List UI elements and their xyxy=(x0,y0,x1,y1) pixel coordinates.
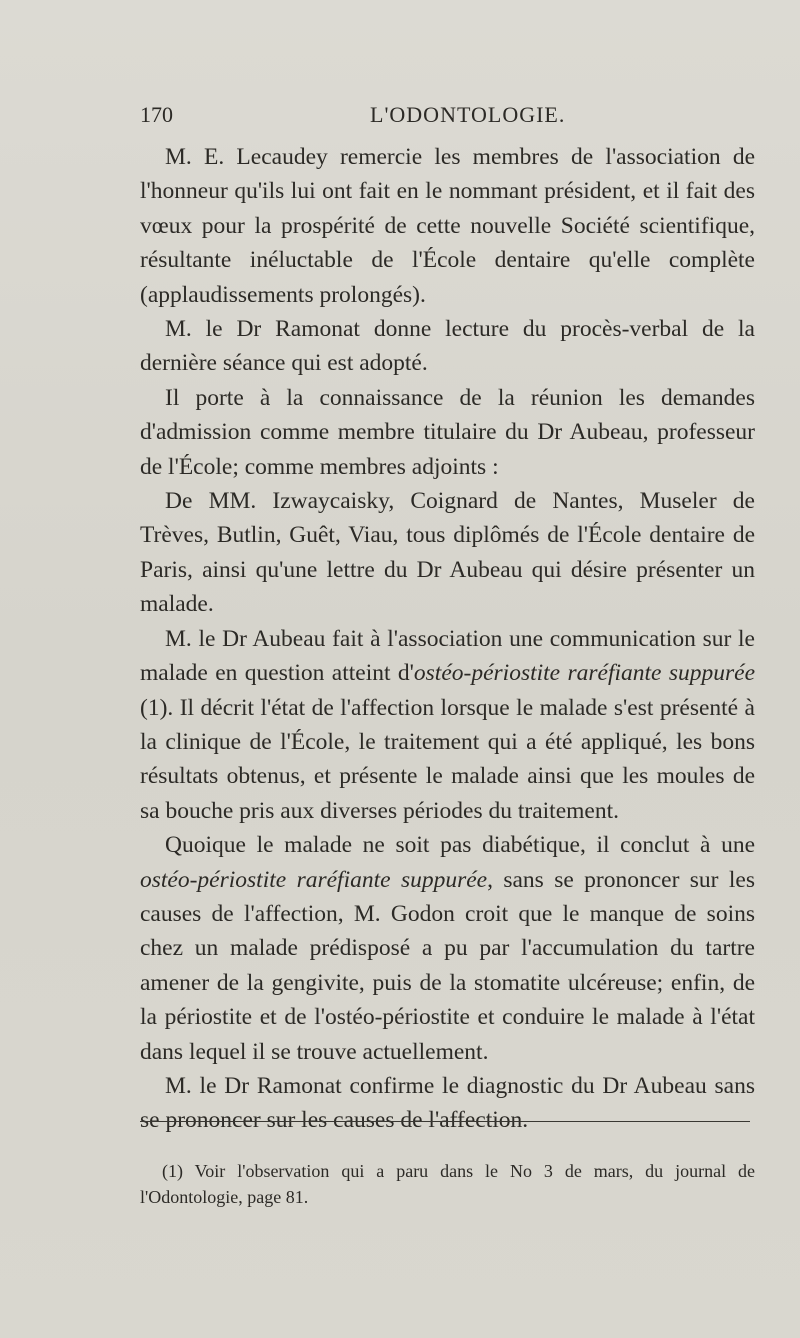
footnote-rule xyxy=(140,1121,750,1122)
paragraph: M. E. Lecaudey remercie les membres de l'association de l'honneur qu'ils lui ont fait en le nommant président, et il fait des vœux pour la prospérité de cette nouvelle Société scientifique, résultante inéluctable de l'École dentaire qu'elle complète (applaudissements prolongés). xyxy=(140,144,755,308)
italic-term: ostéo-périostite raréfiante suppurée xyxy=(140,866,488,893)
footnote: (1) Voir l'observation qui a paru dans le No 3 de mars, du journal de l'Odontologie, page 81. xyxy=(140,1161,755,1207)
paragraph xyxy=(140,828,755,1069)
body-text xyxy=(140,140,755,1138)
paragraph xyxy=(140,622,755,828)
running-title: L'ODONTOLOGIE. xyxy=(370,102,566,127)
paragraph-text: , sans se prononcer sur les causes de l'affection, M. Godon croit que le manque de soins chez un malade prédisposé a pu par l'accumulation du tartre amener de la gengivite, puis de la stomatite ulcéreuse; enfin, de la périostite et de l'ostéo-périostite et conduire le malade à l'état dans lequel il se trouve actuellement. xyxy=(140,866,755,1065)
paragraph: De MM. Izwaycaisky, Coignard de Nantes, Museler de Trèves, Butlin, Guêt, Viau, tous diplômés de l'École dentaire de Paris, ainsi qu'une lettre du Dr Aubeau qui désire présenter un malade. xyxy=(140,488,755,618)
paragraph: Il porte à la connaissance de la réunion les demandes d'admission comme membre titulaire du Dr Aubeau, professeur de l'École; comme membres adjoints : xyxy=(140,384,755,480)
paragraph: M. le Dr Ramonat donne lecture du procès-verbal de la dernière séance qui est adopté. xyxy=(140,316,755,377)
paragraph-text: (1). Il décrit l'état de l'affection lorsque le malade s'est présenté à la clinique de l'École, le traitement qui a été appliqué, les bons résultats obtenus, et présente le malade ainsi que les moules de sa bouche pris aux diverses périodes du traitement. xyxy=(140,694,755,824)
page-number: 170 xyxy=(140,102,173,127)
paragraph: M. le Dr Ramonat confirme le diagnostic du Dr Aubeau sans se prononcer sur les causes de l'affection. xyxy=(140,1072,755,1134)
page-header xyxy=(140,102,750,132)
italic-term: ostéo-périostite raréfiante suppurée xyxy=(413,660,756,687)
paragraph-text: Quoique le malade ne soit pas diabétique, il conclut à une xyxy=(165,832,755,859)
paragraph-text: M. le Dr Aubeau fait à l'association une communication sur le malade en question atteint d' xyxy=(140,625,755,687)
